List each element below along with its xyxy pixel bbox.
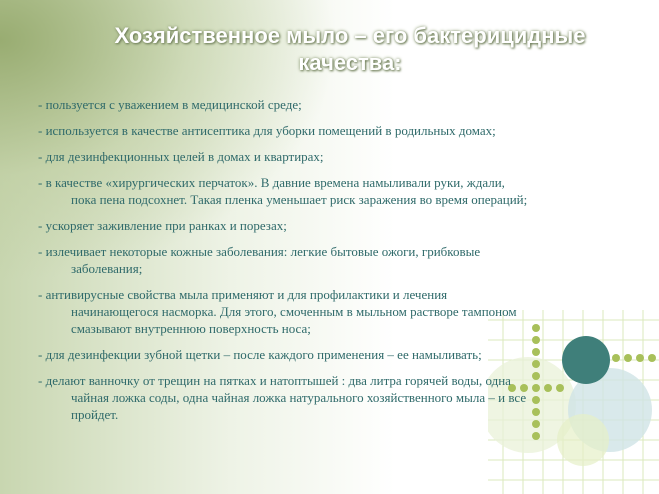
list-item (38, 346, 598, 363)
slide-title-line-1: Хозяйственное мыло – его бактерицидные (114, 23, 586, 48)
list-item-line: - используется в качестве антисептика для уборки помещений в родильных домах; (38, 123, 496, 138)
list-item-line: пройдет. (71, 407, 119, 422)
list-item (38, 372, 598, 423)
list-item (38, 148, 598, 165)
slide-title (60, 22, 640, 76)
slide-title-line-2: качества: (298, 50, 402, 75)
list-item (38, 96, 598, 113)
list-item-line: - в качестве «хирургических перчаток». В давние времена намыливали руки, ждали, (38, 175, 505, 190)
list-item-line: - для дезинфекции зубной щетки – после каждого применения – ее намыливать; (38, 347, 482, 362)
list-item (38, 217, 598, 234)
list-item-line: начинающегося насморка. Для этого, смоченным в мыльном растворе тампоном (71, 304, 517, 319)
list-item (38, 122, 598, 139)
list-item-line: - излечивает некоторые кожные заболевания: легкие бытовые ожоги, грибковые (38, 244, 481, 259)
list-item-line: чайная ложка соды, одна чайная ложка натурального хозяйственного мыла – и все (71, 390, 527, 405)
list-item-line: - антивирусные свойства мыла применяют и для профилактики и лечения (38, 287, 448, 302)
list-item-line: - пользуется с уважением в медицинской среде; (38, 97, 302, 112)
list-item-line: пока пена подсохнет. Такая пленка уменьшает риск заражения во время операций; (71, 192, 528, 207)
list-item (38, 243, 598, 277)
list-item-line: смазывают внутреннюю поверхность носа; (71, 321, 311, 336)
list-item-line: - делают ванночку от трещин на пятках и натоптышей : два литра горячей воды, одна (38, 373, 511, 388)
list-item-line: заболевания; (71, 261, 143, 276)
list-item-line: - для дезинфекционных целей в домах и квартирах; (38, 149, 324, 164)
list-item (38, 286, 598, 337)
list-item-line: - ускоряет заживление при ранках и порезах; (38, 218, 287, 233)
list-item (38, 174, 598, 208)
bullet-list (38, 96, 598, 432)
